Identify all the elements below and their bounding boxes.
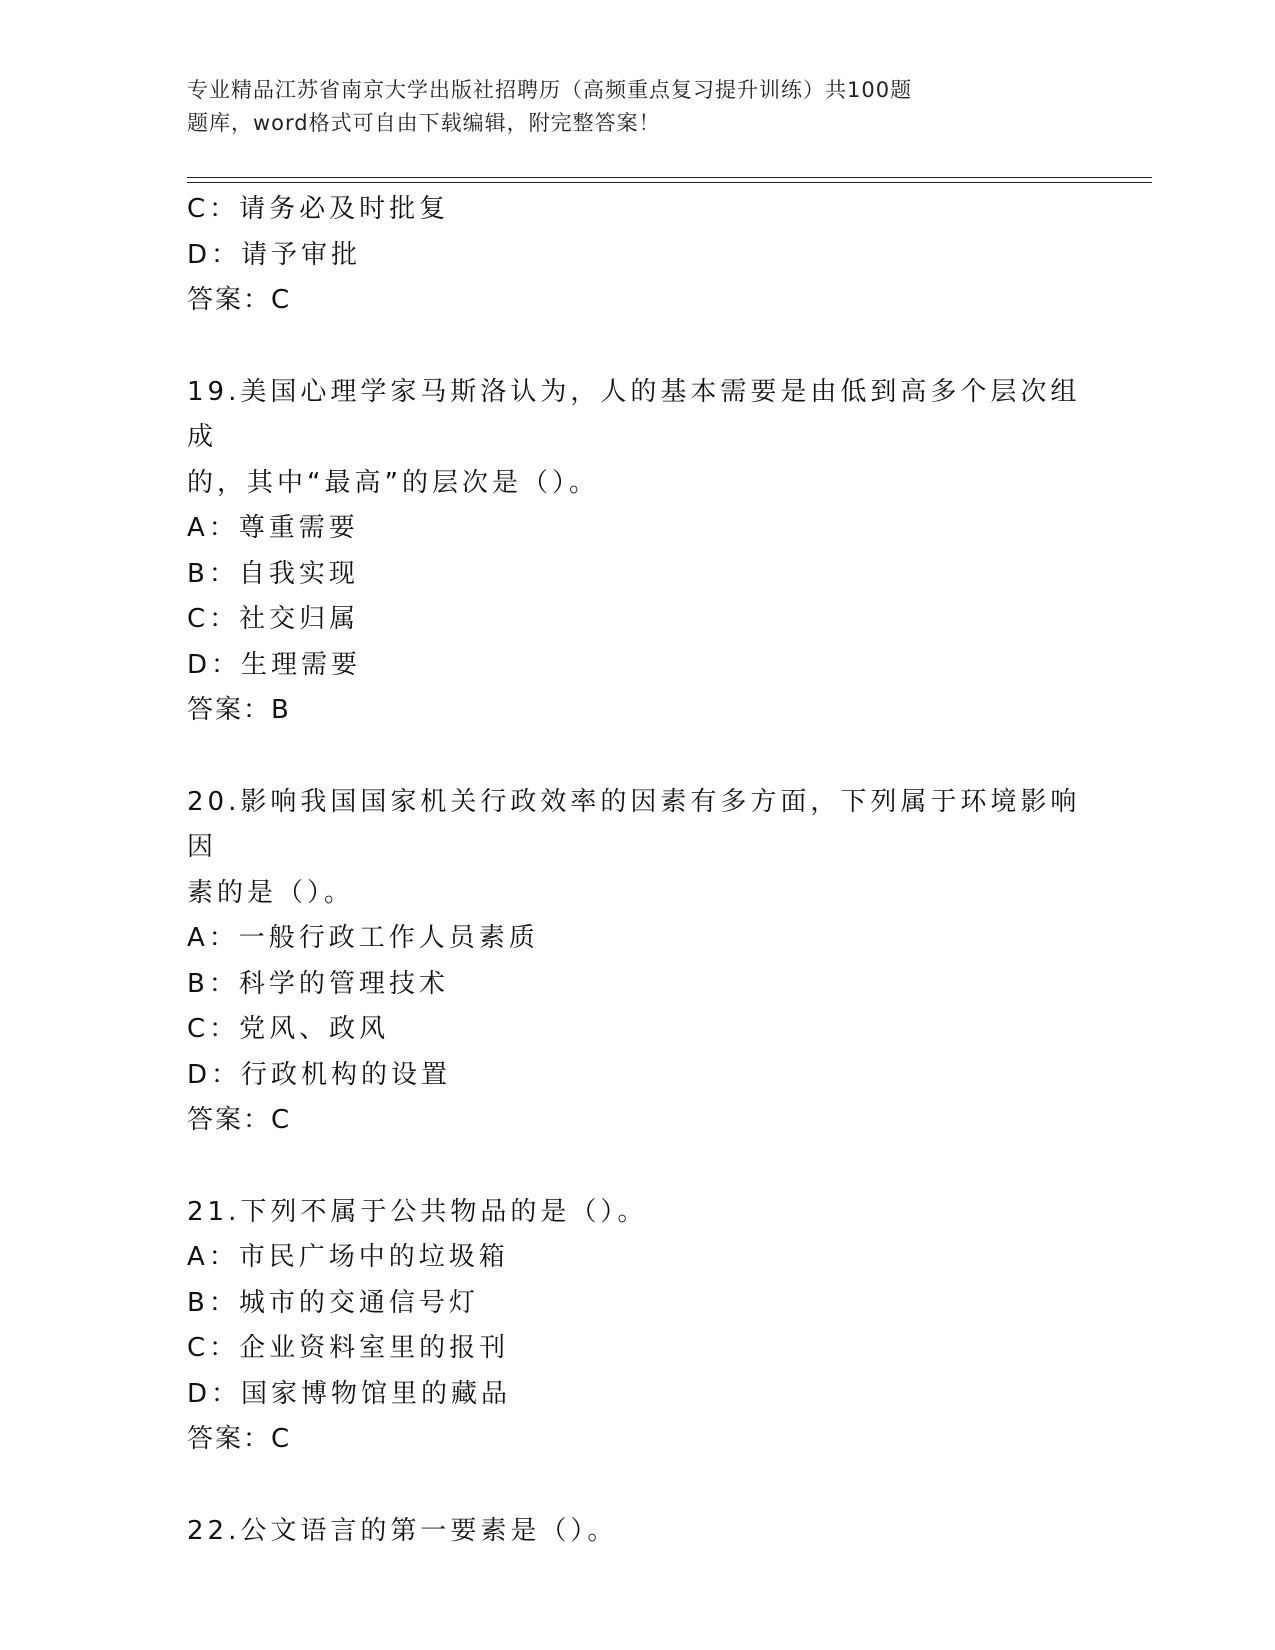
option-a: A：一般行政工作人员素质 [187, 923, 539, 953]
option-d: D：国家博物馆里的藏品 [187, 1378, 512, 1409]
option-b: B：科学的管理技术 [187, 968, 449, 999]
answer-line: 答案：C [187, 1424, 292, 1454]
question-21 [187, 1190, 1087, 1463]
header-title-line-2: 题库，word格式可自由下载编辑，附完整答案！ [187, 111, 661, 135]
question-stem-continued: 的，其中“最高”的层次是（）。 [187, 467, 599, 498]
option-a: A：市民广场中的垃圾箱 [187, 1242, 509, 1272]
question-stem: 21.下列不属于公共物品的是（）。 [187, 1196, 648, 1227]
question-list [187, 187, 1087, 1554]
question-stem: 19.美国心理学家马斯洛认为，人的基本需要是由低到高多个层次组成 [187, 376, 1081, 452]
option-b: B：城市的交通信号灯 [187, 1287, 479, 1318]
question-19 [187, 370, 1087, 734]
header-title-line-1: 专业精品江苏省南京大学出版社招聘历（高频重点复习提升训练）共100题 [187, 78, 913, 102]
question-18-continued [187, 187, 1087, 324]
header-divider-bottom [187, 182, 1152, 183]
option-c: C：请务必及时批复 [187, 194, 450, 224]
answer-line: 答案：B [187, 695, 291, 725]
question-stem: 22.公文语言的第一要素是（）。 [187, 1515, 618, 1546]
option-c: C：党风、政风 [187, 1014, 390, 1044]
option-b: B：自我实现 [187, 558, 359, 589]
document-header [187, 74, 1037, 140]
option-d: D：行政机构的设置 [187, 1059, 452, 1090]
question-22 [187, 1509, 1087, 1555]
question-20 [187, 780, 1087, 1144]
answer-line: 答案：C [187, 1105, 292, 1135]
option-a: A：尊重需要 [187, 513, 359, 543]
header-divider-top [187, 177, 1152, 178]
question-spacer [187, 734, 1087, 780]
question-stem: 20.影响我国国家机关行政效率的因素有多方面，下列属于环境影响因 [187, 786, 1081, 862]
question-spacer [187, 1144, 1087, 1190]
option-d: D：生理需要 [187, 649, 362, 680]
option-c: C：企业资料室里的报刊 [187, 1333, 510, 1363]
option-c: C：社交归属 [187, 604, 360, 634]
question-stem-continued: 素的是（）。 [187, 877, 355, 908]
option-d: D：请予审批 [187, 239, 362, 270]
question-spacer [187, 1463, 1087, 1509]
question-spacer [187, 324, 1087, 370]
answer-line: 答案：C [187, 285, 292, 315]
